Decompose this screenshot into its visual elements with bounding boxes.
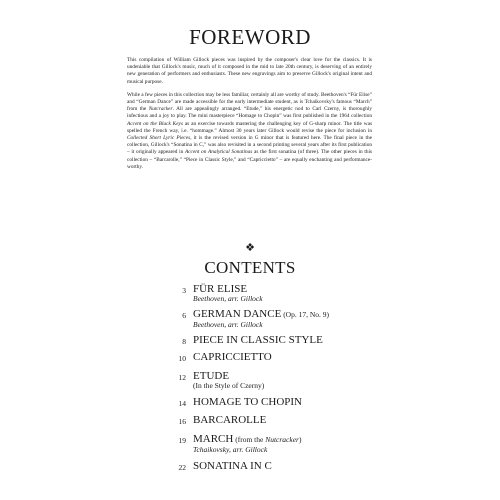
contents-title-note: (Op. 17, No. 9)	[281, 310, 330, 319]
contents-item-fur-elise	[160, 283, 400, 308]
contents-title: SONATINA IN C	[193, 460, 272, 472]
contents-title-note-close: )	[298, 435, 302, 444]
foreword-p2-analytical-sonatinas: Accent on Analytical Sonatinas	[184, 149, 253, 156]
contents-page-number: 6	[182, 311, 186, 320]
foreword-p2-part-e: as the first sonatina (of three). The other pieces in this collection – “Barcarolle,” “Piece in Classic Style,” and “Capriccietto” – are equally enchanting and performance-worthy.	[127, 149, 373, 170]
foreword-paragraph-1: This compilation of William Gillock pieces was inspired by the composer's clear love for the classics. It is undeniable that Gillock's music, much of it composed in the mid to late 20th century, is deserving of an entirely new generation of performers and enthusiasts. These new engravings aim to preserve Gillock's original intent and musical purpose.	[127, 57, 372, 85]
contents-entry	[193, 460, 272, 472]
contents-entry	[193, 414, 266, 426]
contents-entry	[193, 283, 263, 303]
foreword-heading: FOREWORD	[189, 25, 311, 49]
contents-page-number: 14	[178, 399, 186, 408]
foreword-p2-nutcracker: Nutcracker	[148, 106, 173, 113]
foreword-p2-part-c: as an exercise towards mastering the challenging key of G-sharp minor. The title was spelled the French way, i.e. “hommage.” Almost 30 years later Gillock would revise the piece for inclusion in	[127, 120, 373, 134]
contents-page-number: 16	[178, 417, 186, 426]
contents-entry	[193, 370, 264, 390]
contents-item-barcarolle	[160, 414, 400, 433]
contents-item-piece-in-classic-style	[160, 334, 400, 351]
contents-item-sonatina-in-c	[160, 460, 400, 476]
contents-entry	[193, 334, 323, 346]
contents-entry	[193, 433, 301, 454]
contents-page-number: 12	[178, 373, 186, 382]
contents-subtitle: Tchaikovsky, arr. Gillock	[193, 445, 268, 454]
contents-entry	[193, 351, 272, 363]
contents-page-number: 10	[178, 354, 186, 363]
foreword-p2-accent-black-keys: Accent on the Black Keys	[127, 120, 183, 127]
contents-subtitle: Beethoven, arr. Gillock	[193, 294, 263, 303]
contents-title: CAPRICCIETTO	[193, 351, 272, 363]
contents-title-note: (from the	[233, 435, 266, 444]
foreword-p2-part-a: While a few pieces in this collection may be less familiar, certainly all are worthy of study. Beethoven's “Für Elise” and “German Dance” are made accessible for the early intermediate student, as is Tchaikovsky's famous “March” from the	[127, 91, 372, 113]
foreword-p2-part-d: , it is the revised version in G minor that is featured here. The final piece in the collection, Gillock's “Sonatina in C,” was also revisited in a second printing several years after its first publication – it originally appeared in	[127, 135, 372, 156]
contents-page-number: 22	[178, 463, 186, 472]
foreword-text	[127, 57, 372, 177]
contents-title-note-italic: Nutcracker	[265, 435, 299, 444]
contents-item-march	[160, 433, 400, 460]
contents-page-number: 3	[182, 286, 186, 295]
contents-page-number: 19	[178, 436, 186, 445]
contents-title-text: MARCH	[193, 433, 234, 445]
foreword-paragraph-2	[127, 92, 372, 171]
contents-item-capriccietto	[160, 351, 400, 370]
contents-item-homage-to-chopin	[160, 396, 400, 414]
foreword-p2-part-b: . All are appealingly arranged. “Etude,” his energetic nod to Carl Czerny, is thoroughly infectious and a joy to play. The mini masterpiece “Homage to Chopin” was first published in the 1964 collection	[127, 106, 372, 120]
contents-title-text: GERMAN DANCE	[193, 308, 282, 320]
contents-title: HOMAGE TO CHOPIN	[193, 396, 302, 408]
contents-subtitle: (In the Style of Czerny)	[193, 381, 265, 390]
contents-page-number: 8	[182, 337, 186, 346]
foreword-p2-collected-pieces: Collected Short Lyric Pieces	[127, 135, 191, 142]
contents-list	[160, 283, 400, 476]
ornament-divider-icon: ❖	[245, 242, 255, 254]
contents-title: FÜR ELISE	[193, 283, 248, 295]
contents-title: BARCAROLLE	[193, 414, 267, 426]
contents-entry	[193, 308, 329, 329]
contents-item-etude	[160, 370, 400, 396]
contents-title: ETUDE	[193, 370, 230, 382]
contents-entry	[193, 396, 302, 408]
contents-heading: CONTENTS	[204, 258, 296, 277]
contents-subtitle: Beethoven, arr. Gillock	[193, 320, 263, 329]
contents-item-german-dance	[160, 308, 400, 334]
contents-title: PIECE IN CLASSIC STYLE	[193, 334, 323, 346]
